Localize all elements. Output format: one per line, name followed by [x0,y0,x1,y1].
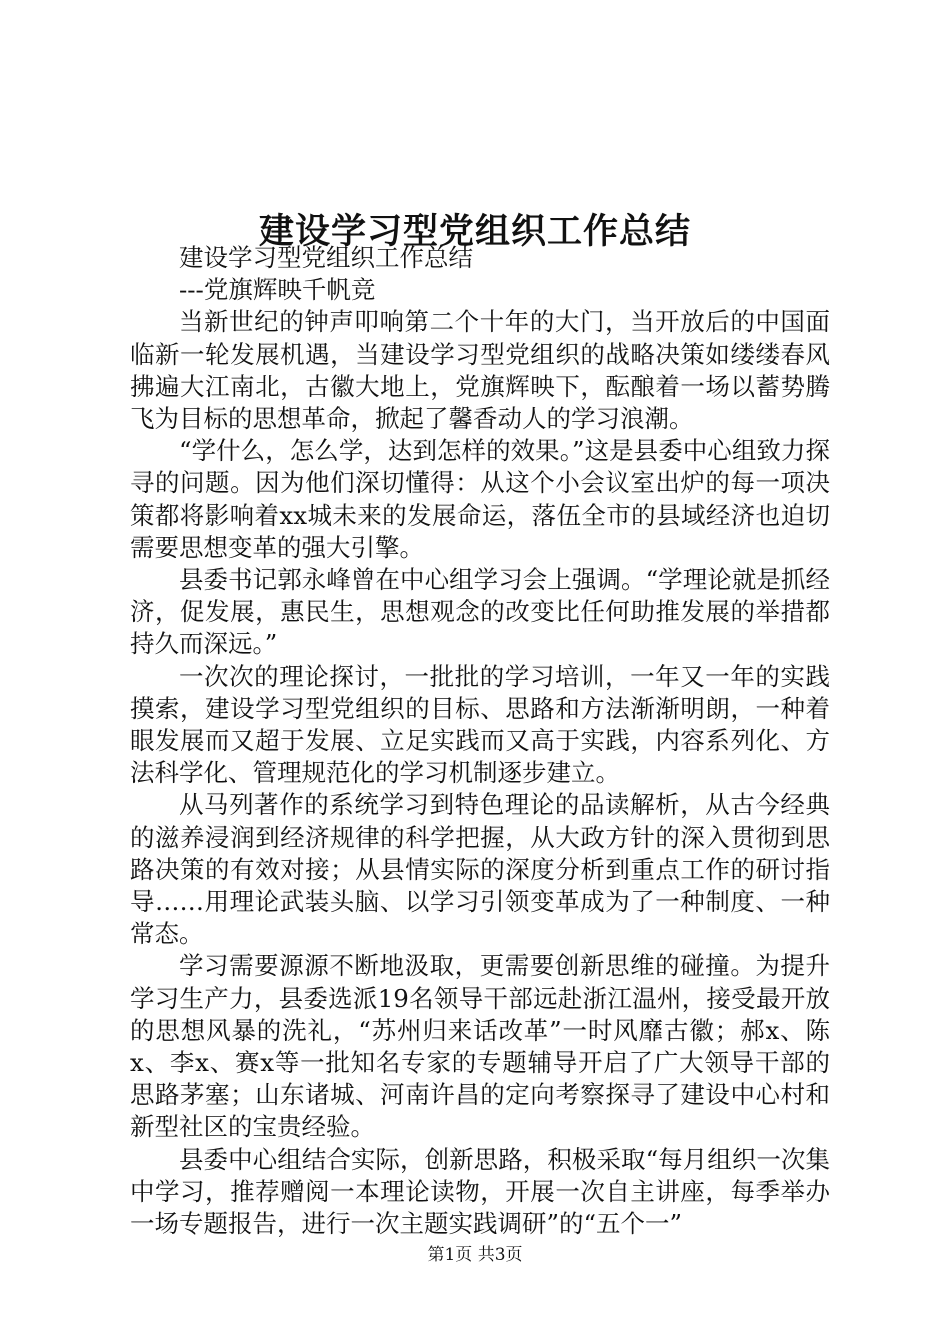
paragraph: 当新世纪的钟声叩响第二个十年的大门，当开放后的中国面临新一轮发展机遇，当建设学习型党组织的战略决策如缕缕春风拂遍大江南北，古徽大地上，党旗辉映下，酝酿着一场以蓄势腾飞为目标的思想革命，掀起了馨香动人的学习浪潮。 [130,307,830,434]
paragraph: 一次次的理论探讨，一批批的学习培训，一年又一年的实践摸索，建设学习型党组织的目标、思路和方法渐渐明朗，一种着眼发展而又超于发展、立足实践而又高于实践，内容系列化、方法科学化、管理规范化的学习机制逐步建立。 [130,661,830,788]
document-title: 建设学习型党组织工作总结 [258,211,691,253]
paragraph: 学习需要源源不断地汲取，更需要创新思维的碰撞。为提升学习生产力，县委选派19名领导干部远赴浙江温州，接受最开放的思想风暴的洗礼，“苏州归来话改革”一时风靡古徽；郝x、陈x、李x、赛x等一批知名专家的专题辅导开启了广大领导干部的思路茅塞；山东诸城、河南许昌的定向考察探寻了建设中心村和新型社区的宝贵经验。 [130,951,830,1142]
paragraph: “学什么，怎么学，达到怎样的效果。”这是县委中心组致力探寻的问题。因为他们深切懂得：从这个小会议室出炉的每一项决策都将影响着xx城未来的发展命运，落伍全市的县域经济也迫切需要思想变革的强大引擎。 [130,436,830,562]
page-number-footer: 第1页 共3页 [427,1245,523,1265]
paragraph: 县委中心组结合实际，创新思路，积极采取“每月组织一次集中学习，推荐赠阅一本理论读物，开展一次自主讲座，每季举办一场专题报告，进行一次主题实践调研”的“五个一” [130,1144,830,1239]
document-body [130,242,830,1240]
document-byline: ---党旗辉映千帆竞 [179,275,376,305]
paragraph: 县委书记郭永峰曾在中心组学习会上强调。“学理论就是抓经济，促发展，惠民生，思想观念的改变比任何助推发展的举措都持久而深远。” [130,565,830,659]
paragraph: 从马列著作的系统学习到特色理论的品读解析，从古今经典的滋养浸润到经济规律的科学把握，从大政方针的深入贯彻到思路决策的有效对接；从县情实际的深度分析到重点工作的研讨指导……用理论武装头脑、以学习引领变革成为了一种制度、一种常态。 [130,790,830,949]
document-subtitle: 建设学习型党组织工作总结 [179,243,473,272]
